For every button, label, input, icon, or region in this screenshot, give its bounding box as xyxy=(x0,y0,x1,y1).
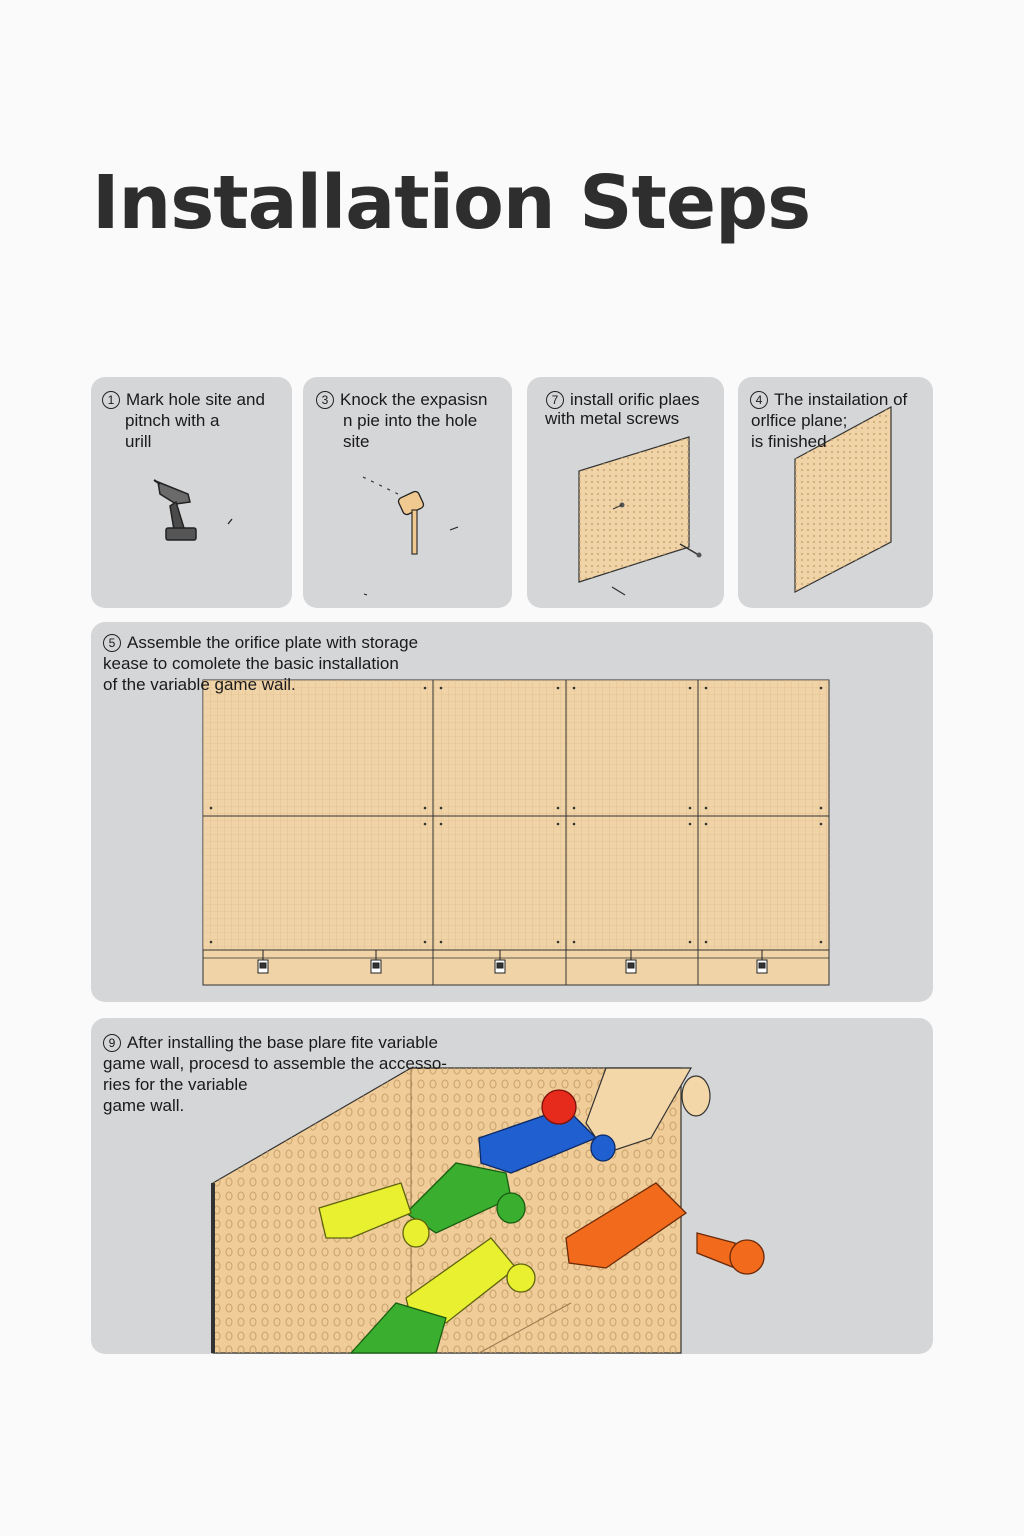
step-card-9 xyxy=(91,1018,933,1354)
step-text-line: pitnch with a xyxy=(125,411,220,430)
step-card-7 xyxy=(527,377,724,608)
step-text-line: is finished xyxy=(751,432,827,451)
step-caption xyxy=(102,389,265,410)
step-text-line: game wall. xyxy=(103,1096,185,1115)
game-wall-accessories xyxy=(211,1063,771,1353)
page-title: Installation Steps xyxy=(92,160,811,246)
step-number-badge: 7 xyxy=(546,391,564,409)
step-card-3 xyxy=(303,377,512,608)
pegboard-screws-icon xyxy=(577,437,717,602)
step-text-line: game wall, procesd to assemble the accesso- xyxy=(103,1054,447,1073)
step-caption xyxy=(316,389,487,410)
step-text-line: Assemble the orifice plate with storage xyxy=(127,633,419,652)
step-number-badge: 3 xyxy=(316,391,334,409)
hammer-icon xyxy=(358,472,468,597)
step-text-line: install orific plaes xyxy=(570,390,700,409)
pegboard-wall-grid xyxy=(203,680,830,985)
step-text-line: n pie into the hole xyxy=(343,411,478,430)
step-text-line: kease to comolete the basic installation xyxy=(103,654,399,673)
step-card-4 xyxy=(738,377,933,608)
step-card-1 xyxy=(91,377,292,608)
step-text-line: Mark hole site and xyxy=(126,390,265,409)
step-text-line: The instailation of xyxy=(774,390,908,409)
step-number-badge: 9 xyxy=(103,1034,121,1052)
step-text-line: of the variable game wail. xyxy=(103,675,296,694)
step-text-line: After installing the base plare fite variable xyxy=(127,1033,438,1052)
step-number-badge: 4 xyxy=(750,391,768,409)
orange-peg-icon xyxy=(695,1223,775,1278)
step-caption xyxy=(103,1032,438,1053)
step-text-line: site xyxy=(343,432,370,451)
step-text-line: with metal screws xyxy=(545,409,680,428)
step-caption xyxy=(103,632,418,653)
step-text-line: urill xyxy=(125,432,152,451)
step-text-line: orlfice plane; xyxy=(751,411,848,430)
step-number-badge: 5 xyxy=(103,634,121,652)
drill-icon xyxy=(146,472,246,547)
step-text-line: Knock the expasisn xyxy=(340,390,488,409)
step-number-badge: 1 xyxy=(102,391,120,409)
step-caption xyxy=(546,389,699,410)
step-text-line: ries for the variable xyxy=(103,1075,248,1094)
step-card-5 xyxy=(91,622,933,1002)
